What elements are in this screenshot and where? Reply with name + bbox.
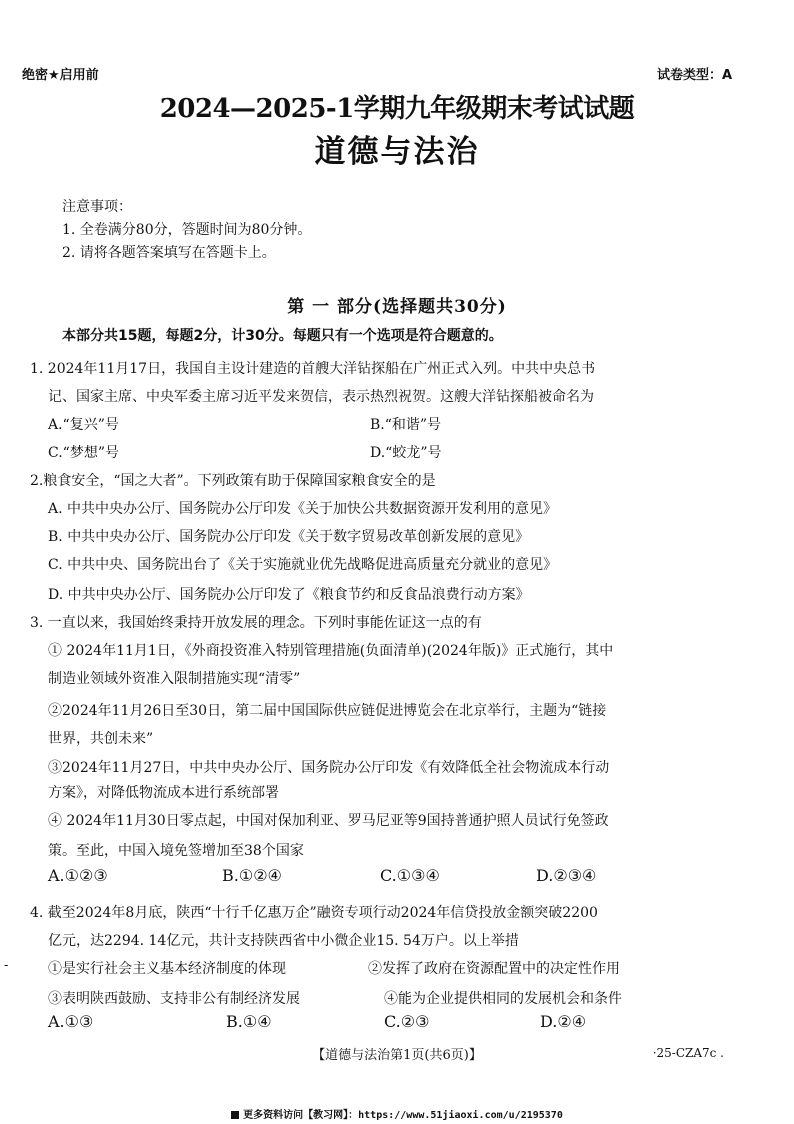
q3-statement-4-cont: 策。至此，中国入境免签增加至38个国家 (48, 843, 304, 859)
q3-option-a: A.①②③ (48, 866, 108, 885)
q3-statement-1: ① 2024年11月1日，《外商投资准入特别管理措施(负面清单)(2024年版)》正式施行，其中 (48, 643, 614, 659)
q2-stem: 2.粮食安全，“国之大者”。下列政策有助于保障国家粮食安全的是 (30, 473, 436, 489)
q3-option-c: C.①③④ (380, 866, 440, 885)
notice-block (62, 196, 311, 265)
q1-stem-line: 记、国家主席、中央军委主席习近平发来贺信，表示热烈祝贺。这艘大洋钻探船被命名为 (48, 389, 594, 405)
q3-statement-3: ③2024年11月27日，中共中央办公厅、国务院办公厅印发《有效降低全社会物流成本行动 (48, 760, 610, 776)
paper-type-label: 试卷类型：A (656, 68, 732, 83)
q3-statement-3-cont: 方案》，对降低物流成本进行系统部署 (48, 785, 279, 801)
margin-mark: - (4, 958, 9, 973)
q3-statement-2-cont: 世界，共创未来” (48, 731, 154, 747)
q1-stem-line: 1. 2024年11月17日，我国自主设计建造的首艘大洋钻探船在广州正式入列。中共中央总书 (30, 361, 596, 377)
q2-option-a: A. 中共中央办公厅、国务院办公厅印发《关于加快公共数据资源开发利用的意见》 (48, 501, 558, 517)
q1-option-d: D.“蛟龙”号 (370, 445, 442, 461)
exam-title: 2024—2025-1学期九年级期末考试试题 (159, 94, 635, 124)
page-number: 【道德与法治第1页(共6页)】 (312, 1048, 482, 1063)
q4-statement-1: ①是实行社会主义基本经济制度的体现 (48, 961, 286, 977)
q3-statement-1-cont: 制造业领域外资准入限制措施实现“清零” (48, 671, 301, 687)
q2-option-c: C. 中共中央、国务院出台了《关于实施就业优先战略促进高质量充分就业的意见》 (48, 557, 558, 573)
q3-option-d: D.②③④ (536, 866, 597, 885)
section-description: 本部分共15题，每题2分，计30分。每题只有一个选项是符合题意的。 (62, 328, 503, 344)
q3-option-b: B.①②④ (222, 866, 282, 885)
notice-item: 1. 全卷满分80分，答题时间为80分钟。 (62, 222, 312, 238)
q3-statement-4: ④ 2024年11月30日零点起，中国对保加利亚、罗马尼亚等9国持普通护照人员试行免签政 (48, 813, 609, 829)
q4-option-d: D.②④ (540, 1012, 587, 1031)
flag-icon (231, 1111, 239, 1119)
q1-option-a: A.“复兴”号 (48, 417, 119, 433)
q3-stem: 3. 一直以来，我国始终秉持开放发展的理念。下列时事能佐证这一点的有 (30, 615, 482, 631)
resource-banner-text[interactable]: 更多资料访问【教习网】：https://www.51jiaoxi.com/u/2195370 (243, 1110, 563, 1121)
q4-stem-line: 4. 截至2024年8月底，陕西“十行千亿惠万企”融资专项行动2024年信贷投放金额突破2200 (30, 905, 598, 921)
section-title: 第 一 部分(选择题共30分) (287, 297, 507, 317)
q2-option-b: B. 中共中央办公厅、国务院办公厅印发《关于数字贸易改革创新发展的意见》 (48, 529, 530, 545)
q3-statement-2: ②2024年11月26日至30日，第二届中国国际供应链促进博览会在北京举行，主题为“链接 (48, 703, 607, 719)
q4-option-a: A.①③ (48, 1012, 94, 1031)
q4-statement-3: ③表明陕西鼓励、支持非公有制经济发展 (48, 991, 300, 1007)
q4-statement-4: ④能为企业提供相同的发展机会和条件 (384, 991, 622, 1007)
q4-option-b: B.①④ (226, 1012, 272, 1031)
q4-statement-2: ②发挥了政府在资源配置中的决定性作用 (368, 961, 620, 977)
q2-option-d: D. 中共中央办公厅、国务院办公厅印发了《粮食节约和反食品浪费行动方案》 (48, 587, 530, 603)
notice-item: 2. 请将各题答案填写在答题卡上。 (62, 245, 276, 261)
subject-title: 道德与法治 (314, 134, 480, 170)
notice-heading: 注意事项： (62, 199, 132, 215)
q4-stem-line: 亿元，达2294. 14亿元，共计支持陕西省中小微企业15. 54万户。以上举措 (48, 933, 519, 949)
secret-label: 绝密★启用前 (22, 68, 99, 83)
paper-code: ·25-CZA7c . (652, 1046, 724, 1060)
q4-option-c: C.②③ (384, 1012, 430, 1031)
q1-option-c: C.“梦想”号 (48, 445, 119, 461)
q1-option-b: B.“和谐”号 (370, 417, 442, 433)
resource-banner[interactable] (0, 1106, 794, 1121)
